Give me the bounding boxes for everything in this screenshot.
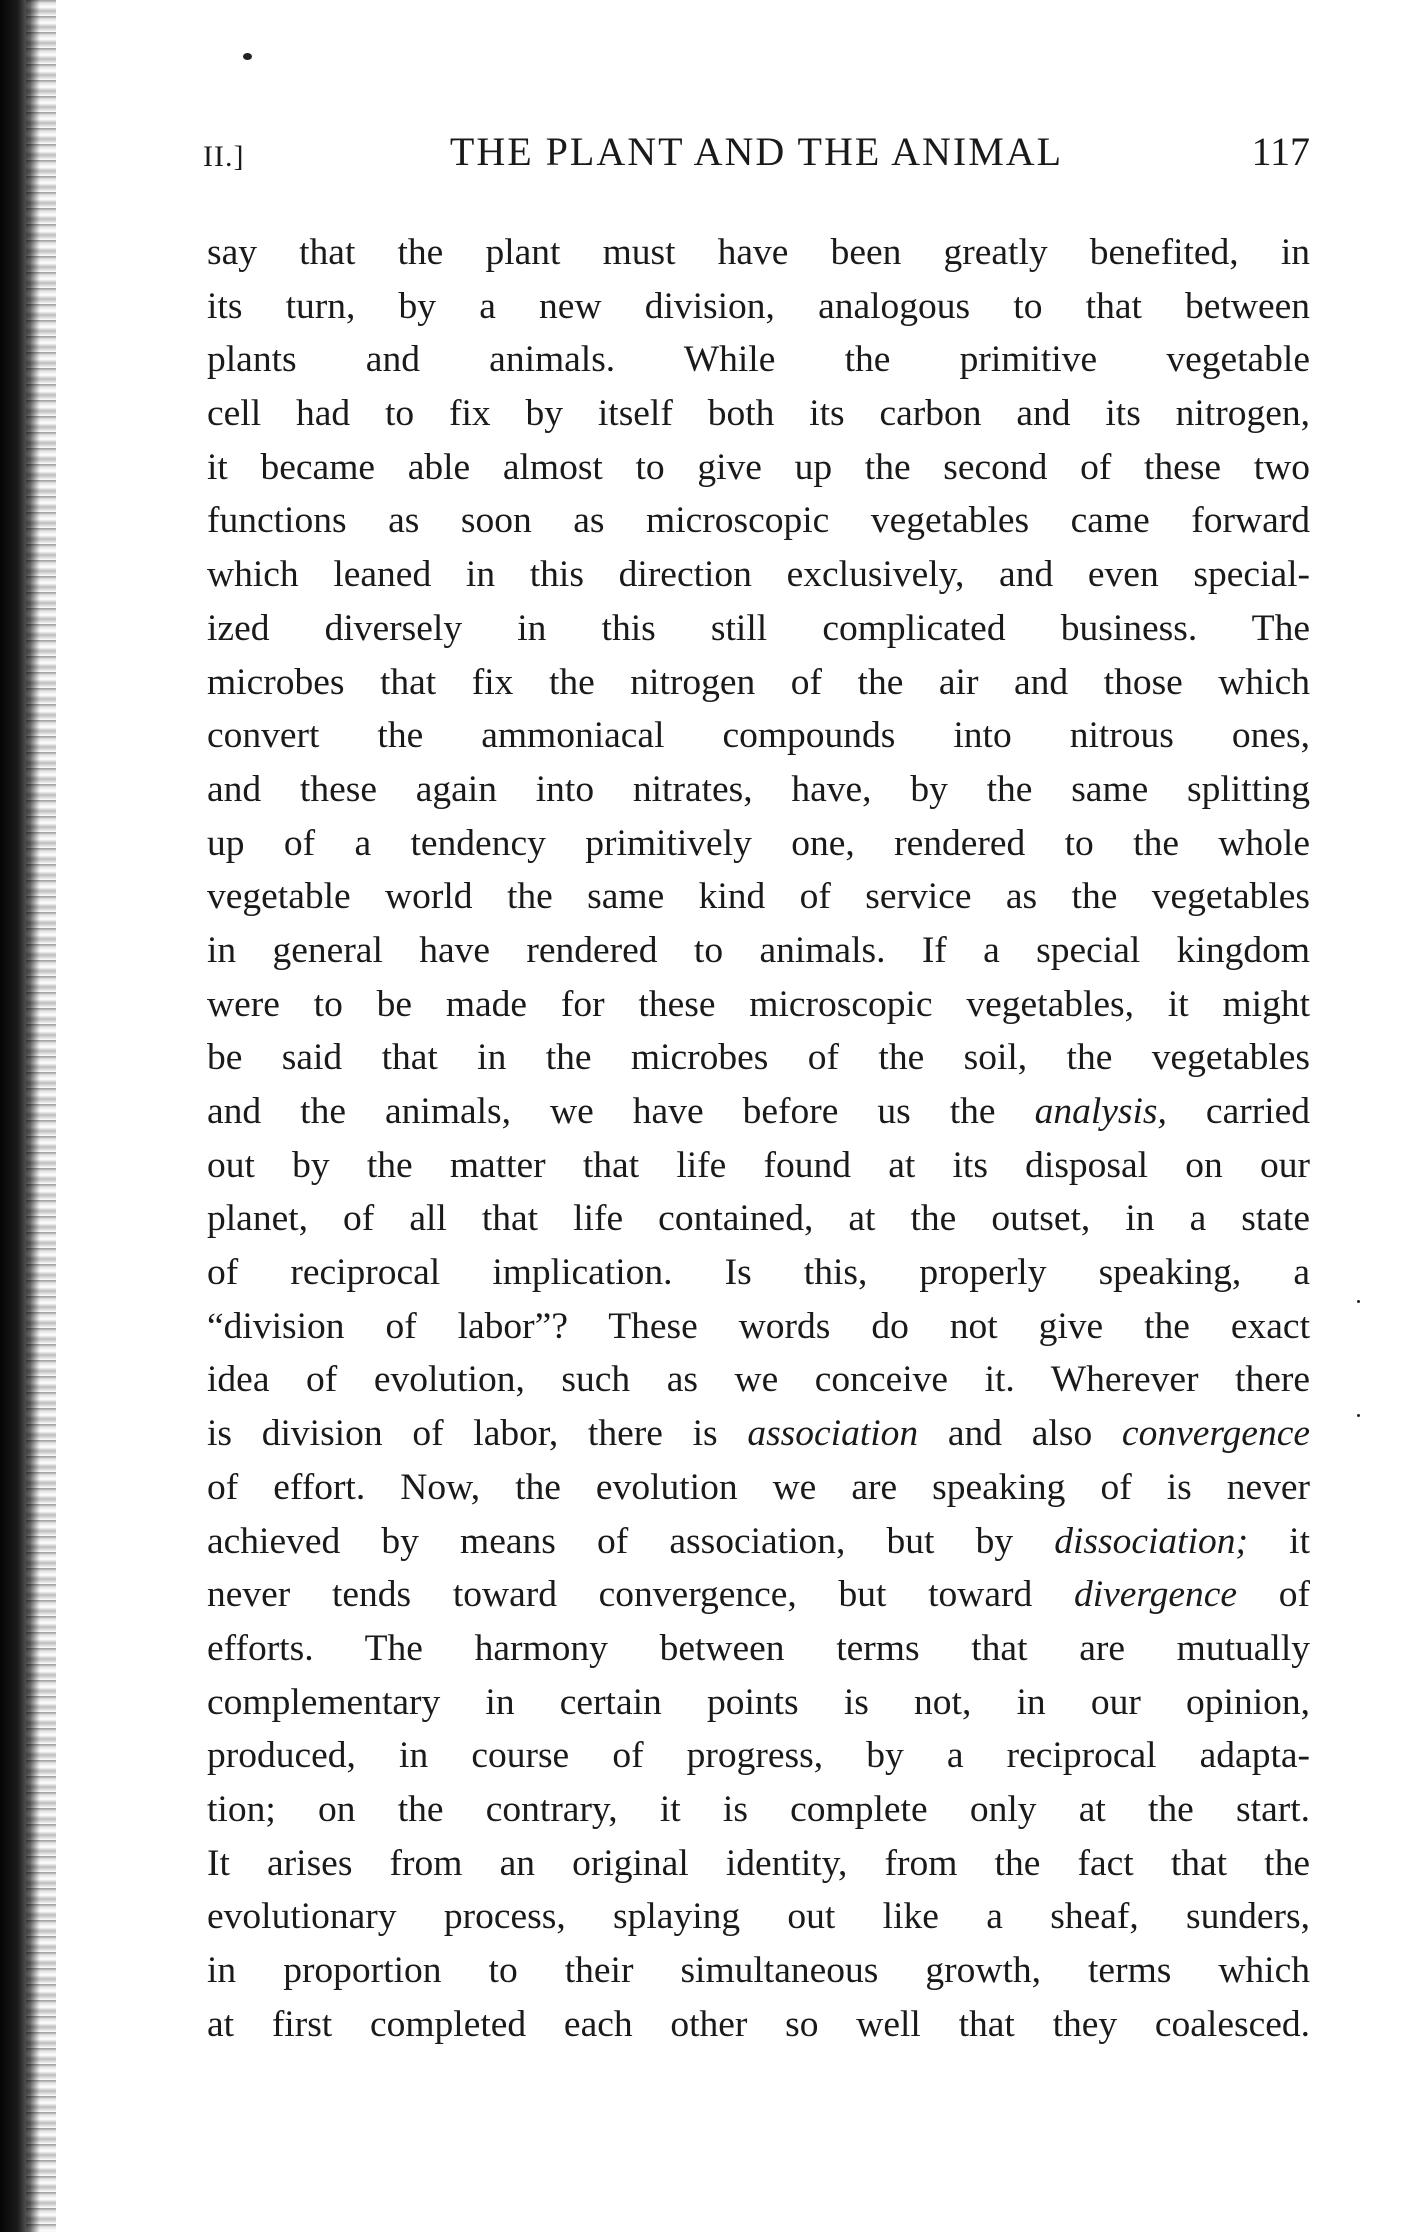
text-span: it	[1248, 1520, 1310, 1562]
text-line: at first completed each other so well that they coalesced.	[207, 2003, 1310, 2045]
text-line: it became able almost to give up the second of these two	[207, 446, 1310, 488]
italic-text: analysis,	[1034, 1091, 1167, 1132]
text-line: efforts. The harmony between terms that are mutually	[207, 1627, 1310, 1669]
text-line: vegetable world the same kind of service as the vegetables	[207, 876, 1310, 918]
text-line: produced, in course of progress, by a reciprocal adapta-	[207, 1735, 1310, 1777]
text-line: ized diversely in this still complicated business. The	[207, 607, 1310, 649]
text-span: and also	[918, 1413, 1122, 1455]
italic-text: divergence	[1073, 1574, 1238, 1616]
text-line: microbes that fix the nitrogen of the air and those which	[207, 661, 1310, 703]
section-marker: II.]	[203, 140, 245, 173]
text-line: evolutionary process, splaying out like a sheaf, sunders,	[207, 1896, 1310, 1938]
text-line: It arises from an original identity, from the fact that the	[207, 1842, 1310, 1884]
print-speck	[243, 53, 252, 60]
text-line	[207, 1407, 1310, 1461]
text-line: in general have rendered to animals. If a special kingdom	[207, 929, 1310, 971]
running-header	[203, 128, 1310, 188]
text-line: planet, of all that life contained, at the outset, in a state	[207, 1198, 1310, 1240]
body-text	[207, 226, 1310, 2051]
text-line: complementary in certain points is not, in our opinion,	[207, 1681, 1310, 1723]
text-span: and the animals, we have before us the	[207, 1091, 1035, 1132]
text-line: tion; on the contrary, it is complete only at the start.	[207, 1788, 1310, 1830]
text-line: functions as soon as microscopic vegetables came forward	[207, 500, 1310, 542]
text-line: of effort. Now, the evolution we are speaking of is never	[207, 1466, 1310, 1508]
italic-text: association	[747, 1413, 919, 1455]
text-span: of	[1237, 1574, 1310, 1616]
text-line: which leaned in this direction exclusively, and even special-	[207, 554, 1310, 596]
print-speck	[1357, 1414, 1360, 1417]
text-line	[207, 1085, 1310, 1139]
text-line: plants and animals. While the primitive vegetable	[207, 339, 1310, 381]
text-line: convert the ammoniacal compounds into nitrous ones,	[207, 715, 1310, 757]
text-line	[207, 1568, 1310, 1622]
text-line: say that the plant must have been greatly benefited, in	[207, 232, 1310, 273]
text-line: idea of evolution, such as we conceive it. Wherever there	[207, 1359, 1310, 1401]
text-line: up of a tendency primitively one, rendered to the whole	[207, 822, 1310, 864]
print-speck	[1357, 1300, 1360, 1303]
text-span: achieved by means of association, but by	[207, 1520, 1055, 1562]
text-line: “division of labor”? These words do not give the exact	[207, 1305, 1310, 1347]
text-line: were to be made for these microscopic vegetables, it might	[207, 983, 1310, 1025]
page-number: 117	[1251, 129, 1310, 174]
running-title: THE PLANT AND THE ANIMAL	[449, 129, 1064, 174]
text-line: out by the matter that life found at its disposal on our	[207, 1144, 1310, 1186]
binding-streaks	[26, 0, 56, 2232]
text-span: never tends toward convergence, but toward	[207, 1574, 1074, 1616]
text-line: be said that in the microbes of the soil, the vegetables	[207, 1037, 1310, 1079]
text-line: of reciprocal implication. Is this, properly speaking, a	[207, 1252, 1310, 1294]
text-line: its turn, by a new division, analogous to that between	[207, 285, 1310, 327]
text-line: and these again into nitrates, have, by the same splitting	[207, 768, 1310, 810]
text-line: in proportion to their simultaneous growth, terms which	[207, 1950, 1310, 1991]
text-span: carried	[1166, 1091, 1311, 1132]
italic-text: dissociation;	[1054, 1520, 1248, 1562]
text-line	[207, 1515, 1310, 1569]
text-span: is division of labor, there is	[207, 1413, 748, 1455]
text-line: cell had to fix by itself both its carbon and its nitrogen,	[207, 393, 1310, 435]
italic-text: convergence	[1121, 1413, 1310, 1455]
